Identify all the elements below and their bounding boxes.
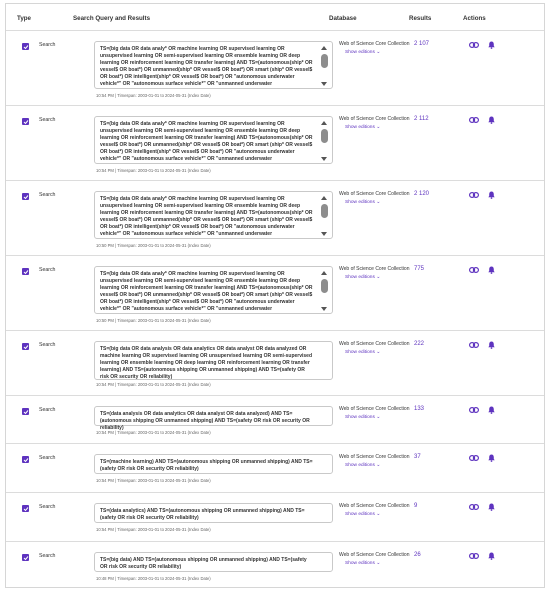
database-name: Web of Science Core Collection xyxy=(339,503,410,509)
scroll-up-arrow-icon[interactable] xyxy=(321,271,327,275)
query-text-box[interactable] xyxy=(94,41,333,89)
search-meta: 10:54 PM | Timespan: 2003-01-01 to 2024-05-31 (Index Date) xyxy=(96,382,211,387)
scroll-down-arrow-icon[interactable] xyxy=(321,232,327,236)
bell-alert-icon[interactable] xyxy=(488,341,495,349)
table-row xyxy=(6,541,544,588)
results-count-link[interactable]: 9 xyxy=(414,503,418,509)
scroll-down-arrow-icon[interactable] xyxy=(321,307,327,311)
scroll-thumb[interactable] xyxy=(321,129,328,143)
table-row xyxy=(6,30,544,105)
link-icon[interactable] xyxy=(469,117,479,123)
search-meta: 10:54 PM | Timespan: 2003-01-01 to 2024-05-31 (Index Date) xyxy=(96,478,211,483)
search-meta: 10:48 PM | Timespan: 2003-01-01 to 2024-05-31 (Index Date) xyxy=(96,576,211,581)
actions-column-header: Actions xyxy=(463,15,486,22)
search-history-panel xyxy=(5,3,545,588)
database-name: Web of Science Core Collection xyxy=(339,116,410,122)
bell-alert-icon[interactable] xyxy=(488,552,495,560)
query-text: TS=(data analytics) AND TS=(autonomous shipping OR unmanned shipping) AND TS=(safety OR risk OR security OR reliability) xyxy=(100,508,305,522)
search-meta: 10:50 PM | Timespan: 2003-01-01 to 2024-05-31 (Index Date) xyxy=(96,318,211,323)
scroll-up-arrow-icon[interactable] xyxy=(321,196,327,200)
row-checkbox[interactable] xyxy=(22,456,29,463)
query-column-header: Search Query and Results xyxy=(73,15,151,22)
results-count-link[interactable]: 222 xyxy=(414,341,425,347)
search-meta: 10:54 PM | Timespan: 2003-01-01 to 2024-05-31 (Index Date) xyxy=(96,168,211,173)
scroll-up-arrow-icon[interactable] xyxy=(321,46,327,50)
query-text-box[interactable] xyxy=(94,552,333,572)
bell-alert-icon[interactable] xyxy=(488,191,495,199)
database-column-header: Database xyxy=(329,15,357,22)
query-scrollbar[interactable] xyxy=(320,44,329,88)
link-icon[interactable] xyxy=(469,42,479,48)
query-scrollbar[interactable] xyxy=(320,269,329,313)
table-row xyxy=(6,492,544,541)
scroll-down-arrow-icon[interactable] xyxy=(321,82,327,86)
row-checkbox[interactable] xyxy=(22,408,29,415)
show-editions-link[interactable]: Show editions ⌄ xyxy=(345,50,381,55)
link-icon[interactable] xyxy=(469,504,479,510)
query-text: TS=(data analysis OR data analytics OR data analyst OR data analyzed) AND TS=(autonomous shipping OR unmanned shipping) AND TS=(safety OR risk OR security OR reliability) xyxy=(100,411,310,432)
query-text: TS=(big data OR data analy* OR machine learning OR supervised learning OR unsupervised learning OR semi-supervised learning OR ensemble learning OR deep learning OR reinforcement learning OR transfer learning) AND TS=(autonomous(ship* OR vessel$ OR boat*) OR unmanned(ship* OR vessel$ OR boat*) OR smart (ship* OR vessel$ OR boat*) OR intelligent(ship* OR vessel$ OR boat*) OR "autonomous underwater vehicle*" OR "autonomous surface vehicle*" OR "unmanned underwater xyxy=(100,196,313,238)
show-editions-link[interactable]: Show editions ⌄ xyxy=(345,561,381,566)
show-editions-link[interactable]: Show editions ⌄ xyxy=(345,125,381,130)
query-text: TS=(big data OR data analy* OR machine learning OR supervised learning OR unsupervised learning OR semi-supervised learning OR ensemble learning OR deep learning OR reinforcement learning OR transfer learning) AND TS=(autonomous(ship* OR vessel$ OR boat*) OR unmanned(ship* OR vessel$ OR boat*) OR smart (ship* OR vessel$ OR boat*) OR intelligent(ship* OR vessel$ OR boat*) OR "autonomous underwater vehicle*" OR "autonomous surface vehicle*" OR "unmanned underwater xyxy=(100,121,313,163)
search-meta: 10:54 PM | Timespan: 2003-01-01 to 2024-05-31 (Index Date) xyxy=(96,93,211,98)
scroll-up-arrow-icon[interactable] xyxy=(321,121,327,125)
search-meta: 10:54 PM | Timespan: 2003-01-01 to 2024-05-31 (Index Date) xyxy=(96,527,211,532)
results-count-link[interactable]: 2 112 xyxy=(414,116,429,122)
row-checkbox[interactable] xyxy=(22,118,29,125)
show-editions-link[interactable]: Show editions ⌄ xyxy=(345,463,381,468)
database-name: Web of Science Core Collection xyxy=(339,191,410,197)
type-label: Search xyxy=(39,504,56,510)
database-name: Web of Science Core Collection xyxy=(339,552,410,558)
query-text: TS=(big data OR data analy* OR machine learning OR supervised learning OR unsupervised learning OR semi-supervised learning OR ensemble learning OR deep learning OR reinforcement learning OR transfer learning) AND TS=(autonomous(ship* OR vessel$ OR boat*) OR unmanned(ship* OR vessel$ OR boat*) OR smart (ship* OR vessel$ OR boat*) OR intelligent(ship* OR vessel$ OR boat*) OR "autonomous underwater vehicle*" OR "autonomous surface vehicle*" OR "unmanned underwater xyxy=(100,46,313,88)
type-label: Search xyxy=(39,455,56,461)
results-count-link[interactable]: 2 107 xyxy=(414,41,430,47)
scroll-thumb[interactable] xyxy=(321,279,328,293)
link-icon[interactable] xyxy=(469,455,479,461)
database-name: Web of Science Core Collection xyxy=(339,266,410,272)
search-meta: 10:54 PM | Timespan: 2003-01-01 to 2024-05-31 (Index Date) xyxy=(96,430,211,435)
search-meta: 10:50 PM | Timespan: 2003-01-01 to 2024-05-31 (Index Date) xyxy=(96,243,211,248)
results-count-link[interactable]: 37 xyxy=(414,454,421,460)
query-text: TS=(big data) AND TS=(autonomous shipping OR unmanned shipping) AND TS=(safety OR risk OR security OR reliability) xyxy=(100,557,307,571)
row-checkbox[interactable] xyxy=(22,43,29,50)
query-scrollbar[interactable] xyxy=(320,119,329,163)
type-label: Search xyxy=(39,42,56,48)
table-row xyxy=(6,255,544,330)
database-name: Web of Science Core Collection xyxy=(339,41,410,47)
show-editions-link[interactable]: Show editions ⌄ xyxy=(345,512,381,517)
show-editions-link[interactable]: Show editions ⌄ xyxy=(345,275,381,280)
results-count-link[interactable]: 775 xyxy=(414,266,425,272)
query-text: TS=(big data OR data analy* OR machine learning OR supervised learning OR unsupervised learning OR semi-supervised learning OR ensemble learning OR deep learning OR reinforcement learning OR transfer learning) AND TS=(autonomous(ship* OR vessel$ OR boat*) OR unmanned(ship* OR vessel$ OR boat*) OR smart (ship* OR vessel$ OR boat*) OR intelligent(ship* OR vessel$ OR boat*) OR "autonomous underwater vehicle*" OR "autonomous surface vehicle*" OR "unmanned underwater xyxy=(100,271,313,313)
link-icon[interactable] xyxy=(469,553,479,559)
database-name: Web of Science Core Collection xyxy=(339,454,410,460)
type-label: Search xyxy=(39,117,56,123)
database-name: Web of Science Core Collection xyxy=(339,406,410,412)
table-row xyxy=(6,395,544,443)
type-label: Search xyxy=(39,553,56,559)
query-text-box[interactable] xyxy=(94,503,333,523)
bell-alert-icon[interactable] xyxy=(488,266,495,274)
results-count-link[interactable]: 2 120 xyxy=(414,191,430,197)
bell-alert-icon[interactable] xyxy=(488,503,495,511)
row-checkbox[interactable] xyxy=(22,343,29,350)
type-label: Search xyxy=(39,267,56,273)
show-editions-link[interactable]: Show editions ⌄ xyxy=(345,200,381,205)
table-row xyxy=(6,443,544,492)
bell-alert-icon[interactable] xyxy=(488,41,495,49)
query-scrollbar[interactable] xyxy=(320,194,329,238)
results-count-link[interactable]: 133 xyxy=(414,406,425,412)
link-icon[interactable] xyxy=(469,407,479,413)
results-count-link[interactable]: 26 xyxy=(414,552,421,558)
type-column-header: Type xyxy=(17,15,31,22)
scroll-thumb[interactable] xyxy=(321,54,328,68)
results-column-header: Results xyxy=(409,15,432,22)
query-text-box[interactable] xyxy=(94,191,333,239)
link-icon[interactable] xyxy=(469,267,479,273)
query-text-box[interactable] xyxy=(94,266,333,314)
query-text-box[interactable] xyxy=(94,116,333,164)
query-text: TS=(machine learning) AND TS=(autonomous shipping OR unmanned shipping) AND TS=(safety OR risk OR security OR reliability) xyxy=(100,459,313,473)
database-name: Web of Science Core Collection xyxy=(339,341,410,347)
row-checkbox[interactable] xyxy=(22,554,29,561)
scroll-down-arrow-icon[interactable] xyxy=(321,157,327,161)
link-icon[interactable] xyxy=(469,342,479,348)
link-icon[interactable] xyxy=(469,192,479,198)
query-text: TS=(big data OR data analysis OR data analytics OR data analyst OR data analyzed OR machine learning OR supervised learning OR unsupervised learning OR semi-supervised learning OR ensemble learning OR deep learning OR reinforcement learning OR transfer learning) AND TS=(autonomous shipping OR unmanned shipping) AND TS=(safety OR risk OR security OR reliability) xyxy=(100,346,313,381)
row-checkbox[interactable] xyxy=(22,268,29,275)
row-checkbox[interactable] xyxy=(22,505,29,512)
scroll-thumb[interactable] xyxy=(321,204,328,218)
table-row xyxy=(6,105,544,180)
query-text-box[interactable] xyxy=(94,406,333,432)
bell-alert-icon[interactable] xyxy=(488,454,495,462)
table-row xyxy=(6,330,544,395)
table-header xyxy=(6,4,544,30)
show-editions-link[interactable]: Show editions ⌄ xyxy=(345,415,381,420)
bell-alert-icon[interactable] xyxy=(488,116,495,124)
type-label: Search xyxy=(39,342,56,348)
row-checkbox[interactable] xyxy=(22,193,29,200)
query-text-box[interactable] xyxy=(94,341,333,380)
show-editions-link[interactable]: Show editions ⌄ xyxy=(345,350,381,355)
query-text-box[interactable] xyxy=(94,454,333,474)
type-label: Search xyxy=(39,407,56,413)
bell-alert-icon[interactable] xyxy=(488,406,495,414)
type-label: Search xyxy=(39,192,56,198)
table-row xyxy=(6,180,544,255)
